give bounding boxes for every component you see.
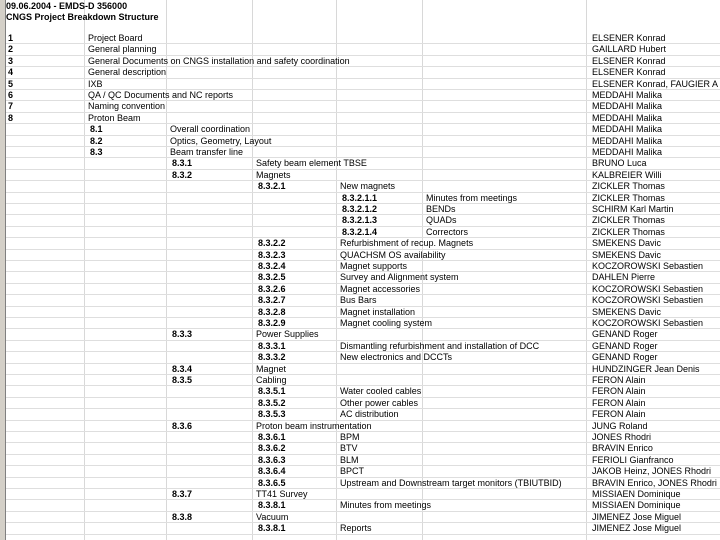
wbs-number-cell[interactable]: 8.3.6.2 xyxy=(258,443,286,454)
table-row xyxy=(6,44,720,55)
wbs-number-cell[interactable]: 8.1 xyxy=(90,124,103,135)
table-row xyxy=(6,284,720,295)
table-row xyxy=(6,375,720,386)
description-cell[interactable]: QUADs xyxy=(426,215,457,226)
owner-cell[interactable]: MEDDAHI Malika xyxy=(592,135,663,146)
wbs-number-cell[interactable]: 8.3.3.2 xyxy=(258,352,286,363)
description-cell[interactable]: Magnet cooling system xyxy=(340,318,433,328)
owner-cell[interactable]: SMEKENS Davic xyxy=(592,238,662,249)
table-row xyxy=(6,79,720,90)
table-row xyxy=(6,443,720,454)
table-row xyxy=(6,204,720,215)
wbs-number-cell[interactable]: 8.3.2.1.1 xyxy=(342,192,378,203)
table-row xyxy=(6,33,720,44)
description-cell[interactable]: General description xyxy=(88,67,167,78)
table-row xyxy=(6,101,720,112)
table-row xyxy=(6,238,720,249)
owner-cell[interactable]: ELSENER Konrad xyxy=(592,33,666,43)
wbs-number-cell[interactable]: 8.3.5 xyxy=(172,375,193,385)
description-cell[interactable]: Magnet installation xyxy=(340,306,416,317)
description-cell[interactable]: TT41 Survey xyxy=(256,489,308,499)
description-cell[interactable]: Bus Bars xyxy=(340,295,377,306)
owner-cell[interactable]: MEDDAHI Malika xyxy=(592,101,663,112)
table-row xyxy=(6,272,720,283)
table-row xyxy=(6,158,720,169)
table-row xyxy=(6,136,720,147)
owner-cell[interactable]: JAKOB Heinz, JONES Rhodri xyxy=(592,466,712,477)
owner-cell[interactable]: KALBREIER Willi xyxy=(592,169,662,180)
owner-cell[interactable]: SMEKENS Davic xyxy=(592,249,662,260)
description-cell[interactable]: Minutes from meetings xyxy=(426,192,518,203)
owner-cell[interactable]: ELSENER Konrad, FAUGIER A xyxy=(592,78,719,89)
table-row xyxy=(6,318,720,329)
description-cell[interactable]: BTV xyxy=(340,443,358,454)
owner-cell[interactable]: JUNG Roland xyxy=(592,420,648,431)
wbs-number-cell[interactable]: 8.3.7 xyxy=(172,489,193,499)
owner-cell[interactable]: FERIOLI Gianfranco xyxy=(592,454,674,465)
table-row xyxy=(6,466,720,477)
wbs-number-cell[interactable]: 5 xyxy=(8,78,14,89)
wbs-number-cell[interactable]: 8.3.2 xyxy=(172,169,193,180)
wbs-number-cell[interactable]: 8.3.2.1.3 xyxy=(342,215,378,226)
table-row xyxy=(6,227,720,238)
table-row xyxy=(6,307,720,318)
wbs-number-cell[interactable]: 7 xyxy=(8,101,14,112)
owner-cell[interactable]: ZICKLER Thomas xyxy=(592,226,665,237)
description-cell[interactable]: Naming convention xyxy=(88,101,166,112)
owner-cell[interactable]: BRAVIN Enrico, JONES Rhodri xyxy=(592,477,717,488)
owner-cell[interactable]: KOCZOROWSKI Sebastien xyxy=(592,318,704,328)
owner-cell[interactable]: KOCZOROWSKI Sebastien xyxy=(592,283,704,294)
wbs-number-cell[interactable]: 8.3.6.1 xyxy=(258,432,286,442)
owner-cell[interactable]: BRUNO Luca xyxy=(592,158,647,169)
table-row xyxy=(6,352,720,363)
table-row xyxy=(6,170,720,181)
description-cell[interactable]: Reports xyxy=(340,523,372,534)
description-cell[interactable]: Magnet supports xyxy=(340,261,408,271)
table-row xyxy=(6,409,720,420)
wbs-number-cell[interactable]: 8.3.2.3 xyxy=(258,249,286,260)
wbs-number-cell[interactable]: 8.3.6.4 xyxy=(258,466,286,477)
wbs-number-cell[interactable]: 8.3.2.1.4 xyxy=(342,226,378,237)
description-cell[interactable]: Upstream and Downstream target monitors (TBIUTBID) xyxy=(340,477,562,488)
owner-cell[interactable]: DAHLEN Pierre xyxy=(592,272,656,283)
description-cell[interactable]: Beam transfer line xyxy=(170,147,244,157)
wbs-number-cell[interactable]: 8.3.2.7 xyxy=(258,295,286,306)
table-row xyxy=(6,512,720,523)
wbs-number-cell[interactable]: 8.3.8.1 xyxy=(258,500,286,511)
table-row xyxy=(6,295,720,306)
owner-cell[interactable]: MEDDAHI Malika xyxy=(592,90,663,100)
owner-cell[interactable]: MEDDAHI Malika xyxy=(592,124,663,135)
description-cell[interactable]: Magnet accessories xyxy=(340,283,421,294)
wbs-number-cell[interactable]: 8.3.2.1 xyxy=(258,181,286,192)
description-cell[interactable]: IXB xyxy=(88,78,103,89)
table-row xyxy=(6,341,720,352)
owner-cell[interactable]: KOCZOROWSKI Sebastien xyxy=(592,261,704,271)
wbs-number-cell[interactable]: 8.3.5.1 xyxy=(258,386,286,397)
wbs-number-cell[interactable]: 8.3.3 xyxy=(172,329,193,340)
description-cell[interactable]: BPM xyxy=(340,432,360,442)
owner-cell[interactable]: GENAND Roger xyxy=(592,329,658,340)
owner-cell[interactable]: SMEKENS Davic xyxy=(592,306,662,317)
description-cell[interactable]: Correctors xyxy=(426,226,469,237)
wbs-number-cell[interactable]: 8.3.2.8 xyxy=(258,306,286,317)
sheet-title[interactable]: CNGS Project Breakdown Structure xyxy=(6,12,159,22)
table-row xyxy=(6,181,720,192)
table-row xyxy=(6,215,720,226)
description-cell[interactable]: BENDs xyxy=(426,204,456,214)
description-cell[interactable]: QUACHSM OS availability xyxy=(340,249,446,260)
owner-cell[interactable]: MISSIAEN Dominique xyxy=(592,489,681,499)
description-cell[interactable]: Refurbishment of recup. Magnets xyxy=(340,238,474,249)
date-line[interactable]: 09.06.2004 - EMDS-D 356000 xyxy=(6,1,128,11)
description-cell[interactable]: QA / QC Documents and NC reports xyxy=(88,90,234,100)
table-row xyxy=(6,124,720,135)
description-cell[interactable]: Survey and Alignment system xyxy=(340,272,459,283)
owner-cell[interactable]: GENAND Roger xyxy=(592,340,658,351)
description-cell[interactable]: AC distribution xyxy=(340,409,399,420)
wbs-number-cell[interactable]: 8.3.2.9 xyxy=(258,318,286,328)
owner-cell[interactable]: FERON Alain xyxy=(592,375,646,385)
description-cell[interactable]: Overall coordination xyxy=(170,124,251,135)
table-row xyxy=(6,489,720,500)
table-row xyxy=(6,113,720,124)
table-row xyxy=(6,364,720,375)
wbs-number-cell[interactable]: 8.3.1 xyxy=(172,158,193,169)
table-row xyxy=(6,432,720,443)
wbs-number-cell[interactable]: 1 xyxy=(8,33,14,43)
wbs-number-cell[interactable]: 4 xyxy=(8,67,14,78)
description-cell[interactable]: Other power cables xyxy=(340,397,419,408)
table-row xyxy=(6,193,720,204)
description-cell[interactable]: Proton beam instrumentation xyxy=(256,420,372,431)
owner-cell[interactable]: ZICKLER Thomas xyxy=(592,181,665,192)
owner-cell[interactable]: MEDDAHI Malika xyxy=(592,147,663,157)
owner-cell[interactable]: JIMENEZ Jose Miguel xyxy=(592,511,682,522)
wbs-number-cell[interactable]: 2 xyxy=(8,44,14,55)
table-row xyxy=(6,250,720,261)
description-cell[interactable]: General planning xyxy=(88,44,157,55)
owner-cell[interactable]: MEDDAHI Malika xyxy=(592,112,663,123)
owner-cell[interactable]: MISSIAEN Dominique xyxy=(592,500,681,511)
description-cell[interactable]: Power Supplies xyxy=(256,329,319,340)
description-cell[interactable]: Proton Beam xyxy=(88,112,141,123)
description-cell[interactable]: BPCT xyxy=(340,466,365,477)
owner-cell[interactable]: ZICKLER Thomas xyxy=(592,215,665,226)
owner-cell[interactable]: SCHIRM Karl Martin xyxy=(592,204,674,214)
wbs-number-cell[interactable]: 8.3.2.5 xyxy=(258,272,286,283)
description-cell[interactable]: Magnet xyxy=(256,363,287,374)
description-cell[interactable]: Project Board xyxy=(88,33,143,43)
description-cell[interactable]: New magnets xyxy=(340,181,396,192)
wbs-number-cell[interactable]: 8.3.8.1 xyxy=(258,523,286,534)
description-cell[interactable]: Minutes from meetings xyxy=(340,500,432,511)
description-cell[interactable]: Vacuum xyxy=(256,511,289,522)
table-row xyxy=(6,386,720,397)
wbs-number-cell[interactable]: 8.3.2.6 xyxy=(258,283,286,294)
description-cell[interactable]: New electronics and DCCTs xyxy=(340,352,453,363)
owner-cell[interactable]: GENAND Roger xyxy=(592,352,658,363)
wbs-number-cell[interactable]: 8.3.2.1.2 xyxy=(342,204,378,214)
table-row xyxy=(6,523,720,534)
owner-cell[interactable]: ELSENER Konrad xyxy=(592,67,666,78)
description-cell[interactable]: Dismantling refurbishment and installation of DCC xyxy=(340,340,540,351)
owner-cell[interactable]: FERON Alain xyxy=(592,386,646,397)
description-cell[interactable]: General Documents on CNGS installation and safety coordination xyxy=(88,55,350,66)
table-row xyxy=(6,455,720,466)
owner-cell[interactable]: ZICKLER Thomas xyxy=(592,192,665,203)
owner-cell[interactable]: FERON Alain xyxy=(592,397,646,408)
wbs-number-cell[interactable]: 8.3.6.3 xyxy=(258,454,286,465)
description-cell[interactable]: Magnets xyxy=(256,169,291,180)
owner-cell[interactable]: GAILLARD Hubert xyxy=(592,44,667,55)
wbs-number-cell[interactable]: 6 xyxy=(8,90,14,100)
wbs-number-cell[interactable]: 8.3.2.4 xyxy=(258,261,286,271)
owner-cell[interactable]: ELSENER Konrad xyxy=(592,55,666,66)
table-row xyxy=(6,398,720,409)
owner-cell[interactable]: HUNDZINGER Jean Denis xyxy=(592,363,700,374)
wbs-number-cell[interactable]: 8.3.5.2 xyxy=(258,397,286,408)
table-row xyxy=(6,67,720,78)
table-row xyxy=(6,56,720,67)
wbs-number-cell[interactable]: 8.2 xyxy=(90,135,103,146)
table-row xyxy=(6,261,720,272)
owner-cell[interactable]: JONES Rhodri xyxy=(592,432,652,442)
owner-cell[interactable]: KOCZOROWSKI Sebastien xyxy=(592,295,704,306)
wbs-number-cell[interactable]: 8 xyxy=(8,112,14,123)
wbs-number-cell[interactable]: 8.3.4 xyxy=(172,363,193,374)
wbs-number-cell[interactable]: 8.3.5.3 xyxy=(258,409,286,420)
wbs-number-cell[interactable]: 8.3.6 xyxy=(172,420,193,431)
owner-cell[interactable]: JIMENEZ Jose Miguel xyxy=(592,523,682,534)
description-cell[interactable]: Safety beam element TBSE xyxy=(256,158,367,169)
table-row xyxy=(6,421,720,432)
description-cell[interactable]: Water cooled cables xyxy=(340,386,422,397)
description-cell[interactable]: BLM xyxy=(340,454,359,465)
owner-cell[interactable]: FERON Alain xyxy=(592,409,646,420)
wbs-number-cell[interactable]: 3 xyxy=(8,55,14,66)
wbs-number-cell[interactable]: 8.3.3.1 xyxy=(258,340,286,351)
wbs-number-cell[interactable]: 8.3.2.2 xyxy=(258,238,286,249)
table-row xyxy=(6,329,720,340)
wbs-number-cell[interactable]: 8.3.6.5 xyxy=(258,477,286,488)
table-row xyxy=(6,147,720,158)
owner-cell[interactable]: BRAVIN Enrico xyxy=(592,443,653,454)
table-row xyxy=(6,500,720,511)
table-row xyxy=(6,478,720,489)
wbs-number-cell[interactable]: 8.3.8 xyxy=(172,511,193,522)
description-cell[interactable]: Optics, Geometry, Layout xyxy=(170,135,272,146)
description-cell[interactable]: Cabling xyxy=(256,375,287,385)
wbs-number-cell[interactable]: 8.3 xyxy=(90,147,103,157)
table-row xyxy=(6,90,720,101)
